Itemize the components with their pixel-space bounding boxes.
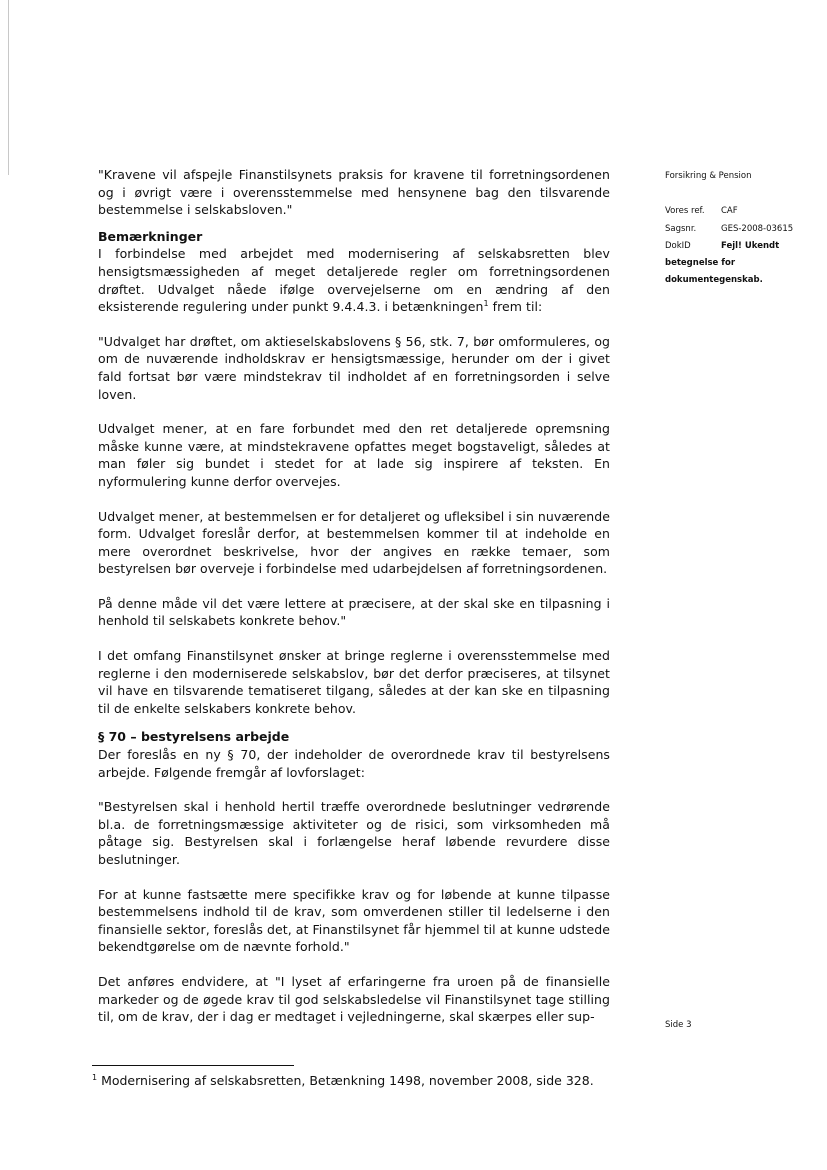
- reference-label: Vores ref.: [665, 206, 705, 217]
- paragraph-fare: Udvalget mener, at en fare forbundet med den ret detaljerede opremsning måske kunne være, at mindstekravene opfattes meget bogstaveligt, således at man føler sig bundet i stedet for at lade sig inspirere af teksten. En nyformulering kunne derfor overvejes.: [98, 421, 610, 489]
- doc-id-error-2: betegnelse for: [665, 258, 736, 269]
- case-number-value: GES-2008-03615: [721, 223, 794, 234]
- case-number-row: [665, 221, 815, 238]
- paragraph-modernisering: I forbindelse med arbejdet med modernisering af selskabsretten blev hensigtsmæssigheden af meget detaljerede regler om forretningsordenen drøftet. Udvalget nåede ifølge overvejelserne om en ændring af den eksisterende regulering under punkt 9.4.4.3. i betænkningen$^1$ frem til:: [98, 246, 610, 315]
- paragraph-fastsaette: For at kunne fastsætte mere specifikke krav og for løbende at kunne tilpasse bestemmelsens indhold til de krav, som omverdenen stiller til ledelserne i den finansielle sektor, foreslås det, at Finanstilsynet får hjemmel til at kunne udstede bekendtgørelse om de nævnte forhold.": [98, 886, 610, 955]
- doc-id-error-3: dokumentegenskab.: [665, 275, 763, 286]
- paragraph-detaljeret: Udvalget mener, at bestemmelsen er for detaljeret og ufleksibel i sin nuværende form. Udvalget foreslår derfor, at bestemmelsen kommer til at indeholde en mere overordnet beskrivelse, hvor der angives en række temaer, som bestyrelsen bør overveje i forbindelse med udarbejdelsen af forretningsordenen.: [98, 508, 611, 577]
- reference-value: CAF: [721, 206, 738, 217]
- case-number-label: Sagsnr.: [665, 223, 697, 234]
- sidebar-metadata: [665, 168, 815, 290]
- reference-row: [665, 203, 815, 220]
- paragraph-ny-70: Der foreslås en ny § 70, der indeholder de overordnede krav til bestyrelsens arbejde. Følgende fremgår af lovforslaget:: [98, 747, 610, 780]
- margin-line: [8, 0, 9, 175]
- paragraph-quote-bestyrelsen: "Bestyrelsen skal i henhold hertil træffe overordnede beslutninger vedrørende bl.a. de forretningsmæssige aktiviteter og de risici, som virksomheden må påtage sig. Bestyrelsen skal i forlængelse heraf løbende revurdere disse beslutninger.: [98, 799, 610, 867]
- doc-id-label: DokID: [665, 240, 691, 251]
- paragraph-quote-udvalget: "Udvalget har drøftet, om aktieselskabslovens § 56, stk. 7, bør omformuleres, og om de nuværende indholdskrav er hensigtsmæssige, herunder om der i givet fald fortsat bør være mindstekrav til indholdet af en forretningsorden i selve loven.: [98, 333, 610, 402]
- doc-id-row: [665, 238, 815, 255]
- footnote: [92, 1072, 594, 1089]
- doc-id-error-1: Fejl! Ukendt: [721, 240, 780, 251]
- paragraph-anfoeres: Det anføres endvidere, at "I lyset af erfaringerne fra uroen på de finansielle markeder og de øgede krav til god selskabsledelse vil Finanstilsynet tage stilling til, om de krav, der i dag er medtaget i vejledningerne, skal skærpes eller sup-: [98, 973, 610, 1025]
- paragraph-quote-kravene: "Kravene vil afspejle Finanstilsynets praksis for kravene til forretningsordenen og i øvrigt være i overensstemmelse med hensynene bag den tilsvarende bestemmelse i selskabsloven.": [98, 167, 610, 218]
- body-text: [98, 166, 610, 1026]
- heading-bemaerkninger: Bemærkninger: [98, 228, 203, 244]
- paragraph-omfang: I det omfang Finanstilsynet ønsker at bringe reglerne i overensstemmelse med reglerne i den moderniserede selskabslov, bør det derfor præciseres, at tilsynet vil have en tilsvarende tematiseret tilgang, således at der kan ske en tilpasning til de enkelte selskabers konkrete behov.: [98, 648, 610, 716]
- footnote-text: Modernisering af selskabsretten, Betænkning 1498, november 2008, side 328.: [97, 1073, 594, 1088]
- footnote-ref[interactable]: 1: [483, 299, 489, 308]
- footnote-number: 1: [92, 1072, 98, 1082]
- heading-paragraf-70: § 70 – bestyrelsens arbejde: [98, 729, 290, 745]
- footnote-divider: [92, 1065, 294, 1066]
- page-number: Side 3: [665, 1020, 692, 1030]
- organization-name: Forsikring & Pension: [665, 171, 752, 181]
- paragraph-praecisere: På denne måde vil det være lettere at præcisere, at der skal ske en tilpasning i henhold til selskabets konkrete behov.": [98, 595, 610, 629]
